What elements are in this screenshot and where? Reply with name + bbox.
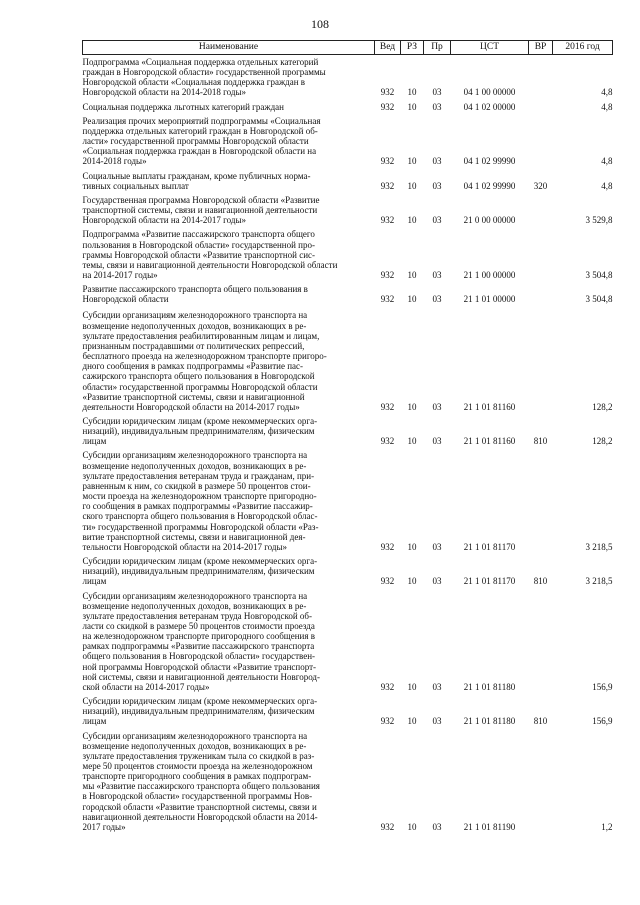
row-cst: 21 1 00 00000 (463, 269, 516, 280)
row-pr: 03 (432, 541, 442, 552)
column-header-pr: Пр (424, 41, 451, 55)
row-amount: 128,2 (592, 436, 613, 447)
row-ved: 932 (380, 269, 395, 280)
table-row (83, 112, 613, 167)
row-amount: 3 218,5 (585, 576, 613, 587)
row-rz: 10 (407, 294, 417, 305)
row-ved: 932 (380, 294, 395, 305)
row-amount: 156,9 (592, 681, 613, 692)
row-name: Развитие пассажирского транспорта общего пользования в Новгородской области (82, 284, 308, 305)
row-ved: 932 (380, 576, 395, 587)
column-header-ved: Вед (375, 41, 401, 55)
row-name: Подпрограмма «Социальная поддержка отдельных категорий граждан в Новгородской области» государственной программы Новгородской области «Социальная поддержка граждан в Новгородской области на 2014-2018 годы» (82, 57, 326, 98)
row-amount: 3 504,8 (585, 294, 613, 305)
page-number: 108 (311, 17, 329, 31)
table-row (83, 412, 613, 446)
row-cst: 04 1 02 99990 (463, 156, 516, 167)
row-name: Субсидии юридическим лицам (кроме некоммерческих орга- низаций), индивидуальным предпринимателям, физическим лицам (82, 416, 318, 447)
table-row (83, 55, 613, 98)
budget-table (82, 40, 613, 832)
row-name: Подпрограмма «Развитие пассажирского транспорта общего пользования в Новгородской области» государственной про- граммы Новгородской области «Развитие транспортной сис- темы, связи и навигационной деятельности Новгородской области на 2014-2017 годы» (82, 229, 338, 280)
row-rz: 10 (407, 87, 417, 98)
row-pr: 03 (432, 156, 442, 167)
row-vr (529, 112, 553, 167)
row-pr: 03 (432, 87, 442, 98)
table-row (83, 587, 613, 693)
row-amount: 3 504,8 (585, 269, 613, 280)
row-vr: 810 (533, 436, 548, 447)
table-row (83, 225, 613, 280)
row-amount: 4,8 (601, 156, 613, 167)
row-pr: 03 (432, 716, 442, 727)
table-row (83, 280, 613, 304)
row-vr (529, 446, 553, 552)
row-name: Субсидии организациям железнодорожного транспорта на возмещение недополученных доходов, возникающих в ре- зультате предоставления ветеранам труда Новгородской об- ласти со скидкой в размере 50 процентов стоимости проезда на железнодорожном транспорте пригородного сообщения в рамках подпрограммы «Развитие пассажирского транспорта общего пользования в Новгородской области» государствен- ной программы Новгородской области «Развитие транспорт- ной системы, связи и навигационной деятельности Новгород- ской области на 2014-2017 годы» (82, 590, 321, 692)
row-vr (529, 280, 553, 304)
row-rz: 10 (407, 821, 417, 832)
row-name: Субсидии юридическим лицам (кроме некоммерческих орга- низаций), индивидуальным предпринимателям, физическим лицам (82, 696, 318, 727)
row-ved: 932 (380, 156, 395, 167)
row-name: Субсидии организациям железнодорожного транспорта на возмещение недополученных доходов, возникающих в ре- зультате предоставления ветеранам труда и гражданам, при- равненным к ним, со скидкой в размере 50 процентов стои- мости проезда на железнодорожном транспорте пригородно- го сообщения в рамках подпрограммы «Развитие пассажир- ского транспорта общего пользования в Новгородской облас- ти» государственной программы Новгородской области «Раз- витие транспортной системы, связи и навигационной дея- тельности Новгородской области на 2014-2017 годы» (82, 450, 319, 552)
row-vr (529, 225, 553, 280)
table-row (83, 727, 613, 833)
row-name: Реализация прочих мероприятий подпрограммы «Социальная поддержка отдельных категорий граждан в Новгородской об- ласти» государственной программы Новгородской области «Социальная поддержка граждан в Новгородской области на 2014-2018 годы» (82, 115, 321, 167)
table-row (83, 98, 613, 112)
row-ved: 932 (380, 215, 395, 226)
row-vr (529, 98, 553, 112)
row-vr: 810 (533, 576, 548, 587)
row-cst: 21 1 01 81190 (463, 821, 516, 832)
row-vr (529, 191, 553, 225)
row-cst: 21 1 01 81170 (463, 576, 516, 587)
table-row (83, 552, 613, 586)
table-row (83, 692, 613, 726)
row-rz: 10 (407, 436, 417, 447)
row-pr: 03 (432, 401, 442, 412)
row-pr: 03 (432, 576, 442, 587)
row-cst: 04 1 02 99990 (463, 180, 516, 191)
row-vr (529, 587, 553, 693)
row-name: Социальная поддержка льготных категорий граждан (82, 101, 284, 112)
row-vr (529, 727, 553, 833)
row-name: Субсидии организациям железнодорожного транспорта на возмещение недополученных доходов, возникающих в ре- зультате предоставления реабилитированным лицам и лицам, признанным пострадавшими от политических репрессий, бесплатного проезда на железнодорожном транспорте пригоро- дного сообщения в рамках подпрограммы «Развитие пас- сажирского транспорта общего пользования в Новгородской области» государственной программы Новгородской области «Развитие транспортной системы, связи и навигационной деятельности Новгородской области на 2014-2017 годы» (82, 310, 327, 412)
row-amount: 128,2 (592, 401, 613, 412)
row-ved: 932 (380, 87, 395, 98)
row-rz: 10 (407, 215, 417, 226)
row-rz: 10 (407, 681, 417, 692)
row-cst: 21 1 01 81170 (463, 541, 516, 552)
row-amount: 3 218,5 (585, 541, 613, 552)
row-cst: 04 1 00 00000 (463, 87, 516, 98)
row-rz: 10 (407, 576, 417, 587)
row-pr: 03 (432, 294, 442, 305)
row-cst: 04 1 02 00000 (463, 101, 516, 112)
row-rz: 10 (407, 716, 417, 727)
row-amount: 3 529,8 (585, 215, 613, 226)
row-ved: 932 (380, 180, 395, 191)
row-vr (529, 304, 553, 412)
row-rz: 10 (407, 541, 417, 552)
row-cst: 21 1 01 81180 (463, 681, 516, 692)
row-pr: 03 (432, 436, 442, 447)
row-amount: 4,8 (601, 101, 613, 112)
row-amount: 1,2 (601, 821, 613, 832)
row-pr: 03 (432, 821, 442, 832)
row-pr: 03 (432, 681, 442, 692)
row-vr (529, 55, 553, 98)
row-cst: 21 1 01 81180 (463, 716, 516, 727)
row-ved: 932 (380, 101, 395, 112)
row-amount: 4,8 (601, 87, 613, 98)
row-ved: 932 (380, 716, 395, 727)
table-row (83, 304, 613, 412)
column-header-name: Наименование (83, 41, 375, 55)
row-name: Субсидии организациям железнодорожного транспорта на возмещение недополученных доходов, возникающих в ре- зультате предоставления труженикам тыла со скидкой в раз- мере 50 процентов стоимости проезда на железнодорожном транспорте пригородного сообщения в рамках подпрограм- мы «Развитие пассажирского транспорта общего пользования в Новгородской области» государственной программы Нов- городской области «Развитие транспортной системы, связи и навигационной деятельности Новгородской области на 2014- 2017 годы» (82, 730, 320, 832)
row-vr: 810 (533, 716, 548, 727)
table-row (83, 167, 613, 191)
row-pr: 03 (432, 180, 442, 191)
row-cst: 21 1 01 81160 (463, 436, 516, 447)
row-cst: 21 0 00 00000 (463, 215, 516, 226)
table-row (83, 446, 613, 552)
row-name: Субсидии юридическим лицам (кроме некоммерческих орга- низаций), индивидуальным предпринимателям, физическим лицам (82, 556, 318, 587)
column-header-rz: РЗ (401, 41, 424, 55)
row-rz: 10 (407, 180, 417, 191)
row-pr: 03 (432, 269, 442, 280)
row-ved: 932 (380, 681, 395, 692)
row-rz: 10 (407, 156, 417, 167)
row-pr: 03 (432, 215, 442, 226)
row-rz: 10 (407, 401, 417, 412)
row-amount: 4,8 (601, 180, 613, 191)
table-header-row (83, 41, 613, 55)
row-rz: 10 (407, 101, 417, 112)
column-header-cst: ЦСТ (451, 41, 529, 55)
row-amount: 156,9 (592, 716, 613, 727)
row-ved: 932 (380, 436, 395, 447)
column-header-year: 2016 год (553, 41, 613, 55)
row-cst: 21 1 01 81160 (463, 401, 516, 412)
row-cst: 21 1 01 00000 (463, 294, 516, 305)
row-vr: 320 (533, 180, 548, 191)
row-rz: 10 (407, 269, 417, 280)
row-ved: 932 (380, 821, 395, 832)
row-ved: 932 (380, 541, 395, 552)
row-name: Государственная программа Новгородской области «Развитие транспортной системы, связи и навигационной деятельности Новгородской области на 2014-2017 годы» (82, 194, 320, 226)
table-row (83, 191, 613, 225)
row-pr: 03 (432, 101, 442, 112)
column-header-vr: ВР (529, 41, 553, 55)
row-name: Социальные выплаты гражданам, кроме публичных норма- тивных социальных выплат (82, 170, 311, 191)
row-ved: 932 (380, 401, 395, 412)
